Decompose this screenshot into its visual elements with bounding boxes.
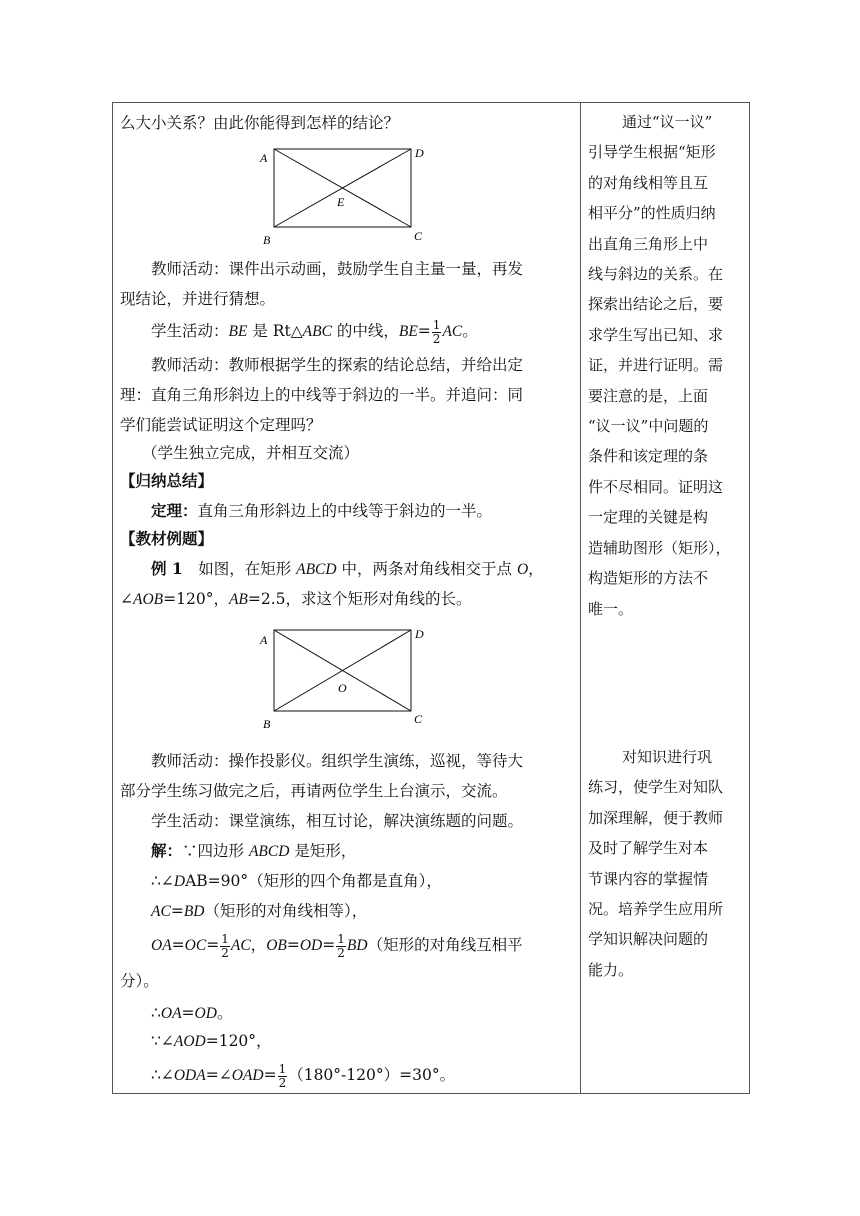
theorem-line: 定理：直角三角形斜边上的中线等于斜边的一半。 — [151, 501, 493, 520]
fraction-half: $\frac{1}{2}$ — [337, 931, 345, 960]
teacher-activity-2a: 教师活动：教师根据学生的探索的结论总结，并给出定 — [151, 356, 524, 374]
fraction-half: $\frac{1}{2}$ — [221, 931, 229, 960]
solution-line-6: ∴OA=OD。 — [151, 1004, 233, 1022]
fraction-half: $\frac{1}{2}$ — [432, 317, 441, 346]
teacher-activity-3b: 部分学生练习做完之后，再请两位学生上台演示，交流。 — [120, 782, 508, 800]
solution-line-2: ∴∠DAB=90°（矩形的四个角都是直角）， — [151, 872, 442, 890]
summary-heading: 【归纳总结】 — [120, 471, 214, 490]
fig1-label-e: E — [337, 195, 345, 209]
solution-line-3: AC=BD（矩形的对角线相等）， — [151, 902, 368, 920]
fig2-label-o: O — [338, 681, 347, 695]
example-heading: 【教材例题】 — [120, 529, 214, 548]
teacher-activity-3a: 教师活动：操作投影仪。组织学生演练，巡视，等待大 — [151, 752, 524, 770]
fraction-half: $\frac{1}{2}$ — [278, 1061, 287, 1090]
fig2-label-c: C — [414, 712, 423, 726]
solution-line-4: OA=OC= $\frac{1}{2}$ AC，OB=OD= $\frac{1}{2}$ BD（矩形的对角线互相平 — [151, 931, 523, 960]
solution-line-1: 解：∵四边形 ABCD 是矩形， — [151, 841, 357, 860]
side-note-2: 对知识进行巩 练习，使学生对知队 加深理解，便于教师 及时了解学生对本 节课内容的掌握情 况。培养学生应用所 学知识解决问题的 能力。 — [588, 748, 724, 979]
fig1-label-c: C — [414, 229, 423, 243]
solution-line-7: ∵∠AOD=120°， — [151, 1032, 272, 1050]
question-line: 么大小关系？由此你能得到怎样的结论？ — [120, 114, 400, 132]
teacher-activity-1b: 现结论，并进行猜想。 — [120, 290, 276, 308]
rectangle-figure-e — [256, 140, 436, 250]
solution-line-8: ∴∠ODA=∠OAD= $\frac{1}{2}$ （180°-120°）=30°。 — [151, 1061, 456, 1090]
student-activity-1: 学生活动：BE 是 Rt△ABC 的中线，BE= $\frac{1}{2}$ AC。 — [151, 317, 478, 346]
teacher-activity-2c: 学们能尝试证明这个定理吗？ — [120, 416, 322, 434]
example-1-line-b: ∠AOB=120°，AB=2.5，求这个矩形对角线的长。 — [120, 590, 472, 608]
side-note-1: 通过“议一议” 引导学生根据“矩形 的对角线相等且互 相平分”的性质归纳 出直角三角形上中 线与斜边的关系。在 探索出结论之后，要 求学生写出已知、求 证，并进行证明。需 要注意的是，上面 “议一议”中问题的 条件和该定理的条 件不尽相同。证明这 一定理的关键是构 造辅助图形（矩形）， 构造矩形的方法不 唯一。 — [588, 113, 731, 618]
student-activity-2: 学生活动：课堂演练，相互讨论，解决演练题的问题。 — [151, 812, 524, 830]
fig1-label-a: A — [260, 151, 268, 165]
example-1-line-a: 例 1 如图，在矩形 ABCD 中，两条对角线相交于点 O， — [151, 559, 544, 578]
fig2-label-b: B — [263, 717, 271, 731]
fig1-label-b: B — [263, 233, 271, 247]
teacher-activity-1a: 教师活动：课件出示动画，鼓励学生自主量一量，再发 — [151, 260, 524, 278]
teacher-activity-2b: 理：直角三角形斜边上的中线等于斜边的一半。并追问：同 — [120, 386, 524, 404]
rectangle-figure-o — [256, 624, 436, 734]
fig2-label-d: D — [415, 627, 424, 641]
student-note: （学生独立完成，并相互交流） — [142, 444, 360, 462]
column-divider — [580, 102, 581, 1094]
solution-line-5: 分）。 — [120, 972, 159, 990]
fig1-label-d: D — [415, 146, 424, 160]
fig2-label-a: A — [260, 633, 268, 647]
